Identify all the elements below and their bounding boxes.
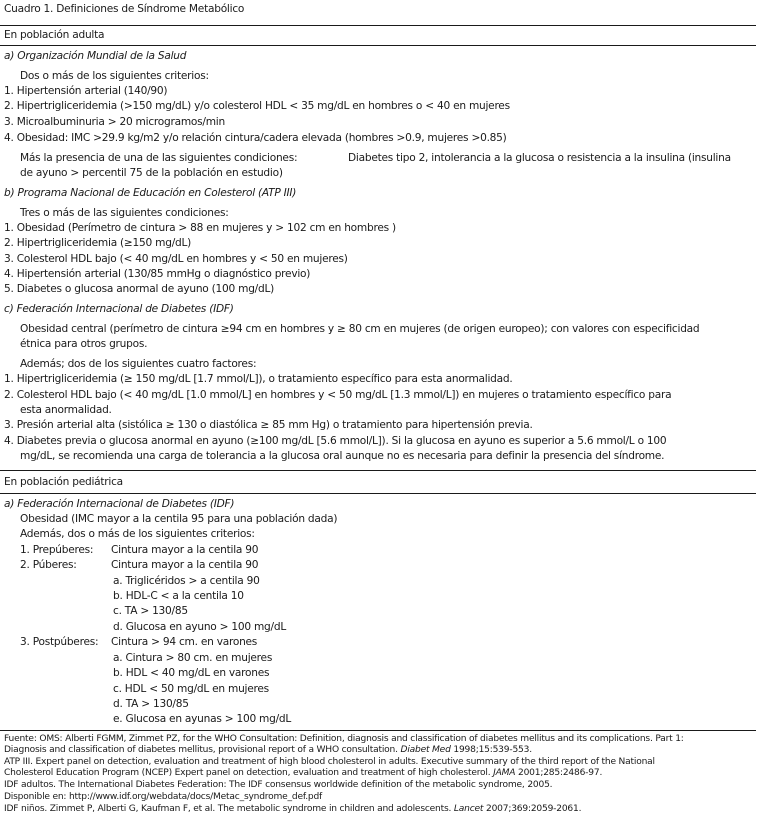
who-plus-label: Más la presencia de una de las siguientes condiciones: <box>20 152 298 164</box>
adult-header-rule <box>0 45 756 46</box>
section-divider-rule <box>0 470 756 471</box>
ped-puber-item-c: c. TA > 130/85 <box>113 605 188 617</box>
ped-puber-item-d: d. Glucosa en ayuno > 100 mg/dL <box>113 621 286 633</box>
idf-item-2-cont: esta anormalidad. <box>20 404 112 416</box>
idf-intro: Además; dos de los siguientes cuatro factores: <box>20 358 257 370</box>
who-item-2: 2. Hipertrigliceridemia (>150 mg/dL) y/o colesterol HDL < 35 mg/dL en hombres o < 40 en mujeres <box>4 100 510 112</box>
adult-section-header: En población adulta <box>4 29 105 41</box>
ped-postpuber-item-d: d. TA > 130/85 <box>113 698 189 710</box>
bottom-rule <box>0 730 756 731</box>
ped-idf-heading: a) Federación Internacional de Diabetes (IDF) <box>4 498 235 510</box>
idf-central-obesity: Obesidad central (perímetro de cintura ≥94 cm en hombres y ≥ 80 cm en mujeres (de origen europeo); con valores con especificidad <box>20 323 700 335</box>
source-oms: Fuente: OMS: Alberti FGMM, Zimmet PZ, for the WHO Consultation: Definition, diagnosis and classification of diabetes mellitus and its complications. Part 1: <box>4 734 684 744</box>
who-intro: Dos o más de los siguientes criterios: <box>20 70 209 82</box>
ped-prepuber-value: Cintura mayor a la centila 90 <box>111 544 259 556</box>
journal-lancet: Lancet <box>453 804 484 814</box>
atp-item-2: 2. Hipertrigliceridemia (≥150 mg/dL) <box>4 237 192 249</box>
source-idf-children: IDF niños. Zimmet P, Alberti G, Kaufman F, et al. The metabolic syndrome in children and adolescents. Lancet 2007;369:2059-2061. <box>4 804 582 814</box>
atp-intro: Tres o más de las siguientes condiciones: <box>20 207 229 219</box>
who-item-4: 4. Obesidad: IMC >29.9 kg/m2 y/o relación cintura/cadera elevada (hombres >0.9, mujeres >0.85) <box>4 132 507 144</box>
ped-postpuber-item-a: a. Cintura > 80 cm. en mujeres <box>113 652 273 664</box>
ped-obesity: Obesidad (IMC mayor a la centila 95 para una población dada) <box>20 513 338 525</box>
ped-puber-item-a: a. Triglicéridos > a centila 90 <box>113 575 260 587</box>
source-available-url: Disponible en: http://www.idf.org/webdata/docs/Metac_syndrome_def.pdf <box>4 792 323 802</box>
ped-intro: Además, dos o más de los siguientes criterios: <box>20 528 255 540</box>
who-plus-text-cont: de ayuno > percentil 75 de la población en estudio) <box>20 167 283 179</box>
ped-puber-value: Cintura mayor a la centila 90 <box>111 559 259 571</box>
source-idf-adults: IDF adultos. The International Diabetes Federation: The IDF consensus worldwide definition of the metabolic syndrome, 2005. <box>4 780 553 790</box>
source-oms-cont: Diagnosis and classification of diabetes mellitus, provisional report of a WHO consultation. Diabet Med 1998;15:539-553. <box>4 745 532 755</box>
ped-postpuber-item-c: c. HDL < 50 mg/dL en mujeres <box>113 683 269 695</box>
who-item-1: 1. Hipertensión arterial (140/90) <box>4 85 168 97</box>
who-item-3: 3. Microalbuminuria > 20 microgramos/min <box>4 116 225 128</box>
ped-postpuber-item-b: b. HDL < 40 mg/dL en varones <box>113 667 270 679</box>
source-atp-cont: Cholesterol Education Program (NCEP) Expert panel on detection, evaluation and treatment of high cholesterol. JAMA 2001;285:2486-97. <box>4 768 603 778</box>
ped-postpuber-value: Cintura > 94 cm. en varones <box>111 636 258 648</box>
who-plus-text: Diabetes tipo 2, intolerancia a la glucosa o resistencia a la insulina (insulina <box>348 152 731 164</box>
source-atp: ATP III. Expert panel on detection, evaluation and treatment of high blood cholesterol in adults. Executive summary of the third report of the National <box>4 757 655 767</box>
journal-jama: JAMA <box>493 768 516 778</box>
ped-postpuber-item-e: e. Glucosa en ayunas > 100 mg/dL <box>113 713 292 725</box>
ped-postpuber-label: 3. Postpúberes: <box>20 636 99 648</box>
journal-diabet-med: Diabet Med <box>400 745 451 755</box>
ped-puber-label: 2. Púberes: <box>20 559 77 571</box>
idf-item-2: 2. Colesterol HDL bajo (< 40 mg/dL [1.0 mmol/L] en hombres y < 50 mg/dL [1.3 mmol/L]) en mujeres o tratamiento específico para <box>4 389 672 401</box>
ped-puber-item-b: b. HDL-C < a la centila 10 <box>113 590 244 602</box>
pediatric-header-rule <box>0 493 756 494</box>
atp-heading: b) Programa Nacional de Educación en Colesterol (ATP III) <box>4 187 297 199</box>
atp-item-4: 4. Hipertensión arterial (130/85 mmHg o diagnóstico previo) <box>4 268 311 280</box>
pediatric-section-header: En población pediátrica <box>4 476 123 488</box>
ped-prepuber-label: 1. Prepúberes: <box>20 544 94 556</box>
atp-item-1: 1. Obesidad (Perímetro de cintura > 88 en mujeres y > 102 cm en hombres ) <box>4 222 396 234</box>
idf-item-4-cont: mg/dL, se recomienda una carga de tolerancia a la glucosa oral aunque no es necesaria para definir la presencia del síndrome. <box>20 450 665 462</box>
idf-central-obesity-cont: étnica para otros grupos. <box>20 338 148 350</box>
idf-item-3: 3. Presión arterial alta (sistólica ≥ 130 o diastólica ≥ 85 mm Hg) o tratamiento para hipertensión previa. <box>4 419 533 431</box>
idf-item-1: 1. Hipertrigliceridemia (≥ 150 mg/dL [1.7 mmol/L]), o tratamiento específico para esta anormalidad. <box>4 373 513 385</box>
atp-item-3: 3. Colesterol HDL bajo (< 40 mg/dL en hombres y < 50 en mujeres) <box>4 253 348 265</box>
idf-heading: c) Federación Internacional de Diabetes (IDF) <box>4 303 234 315</box>
table-title: Cuadro 1. Definiciones de Síndrome Metabólico <box>4 3 245 15</box>
idf-item-4: 4. Diabetes previa o glucosa anormal en ayuno (≥100 mg/dL [5.6 mmol/L]). Si la glucosa en ayuno es superior a 5.6 mmol/L o 100 <box>4 435 667 447</box>
atp-item-5: 5. Diabetes o glucosa anormal de ayuno (100 mg/dL) <box>4 283 275 295</box>
top-rule <box>0 25 756 26</box>
who-heading: a) Organización Mundial de la Salud <box>4 50 187 62</box>
